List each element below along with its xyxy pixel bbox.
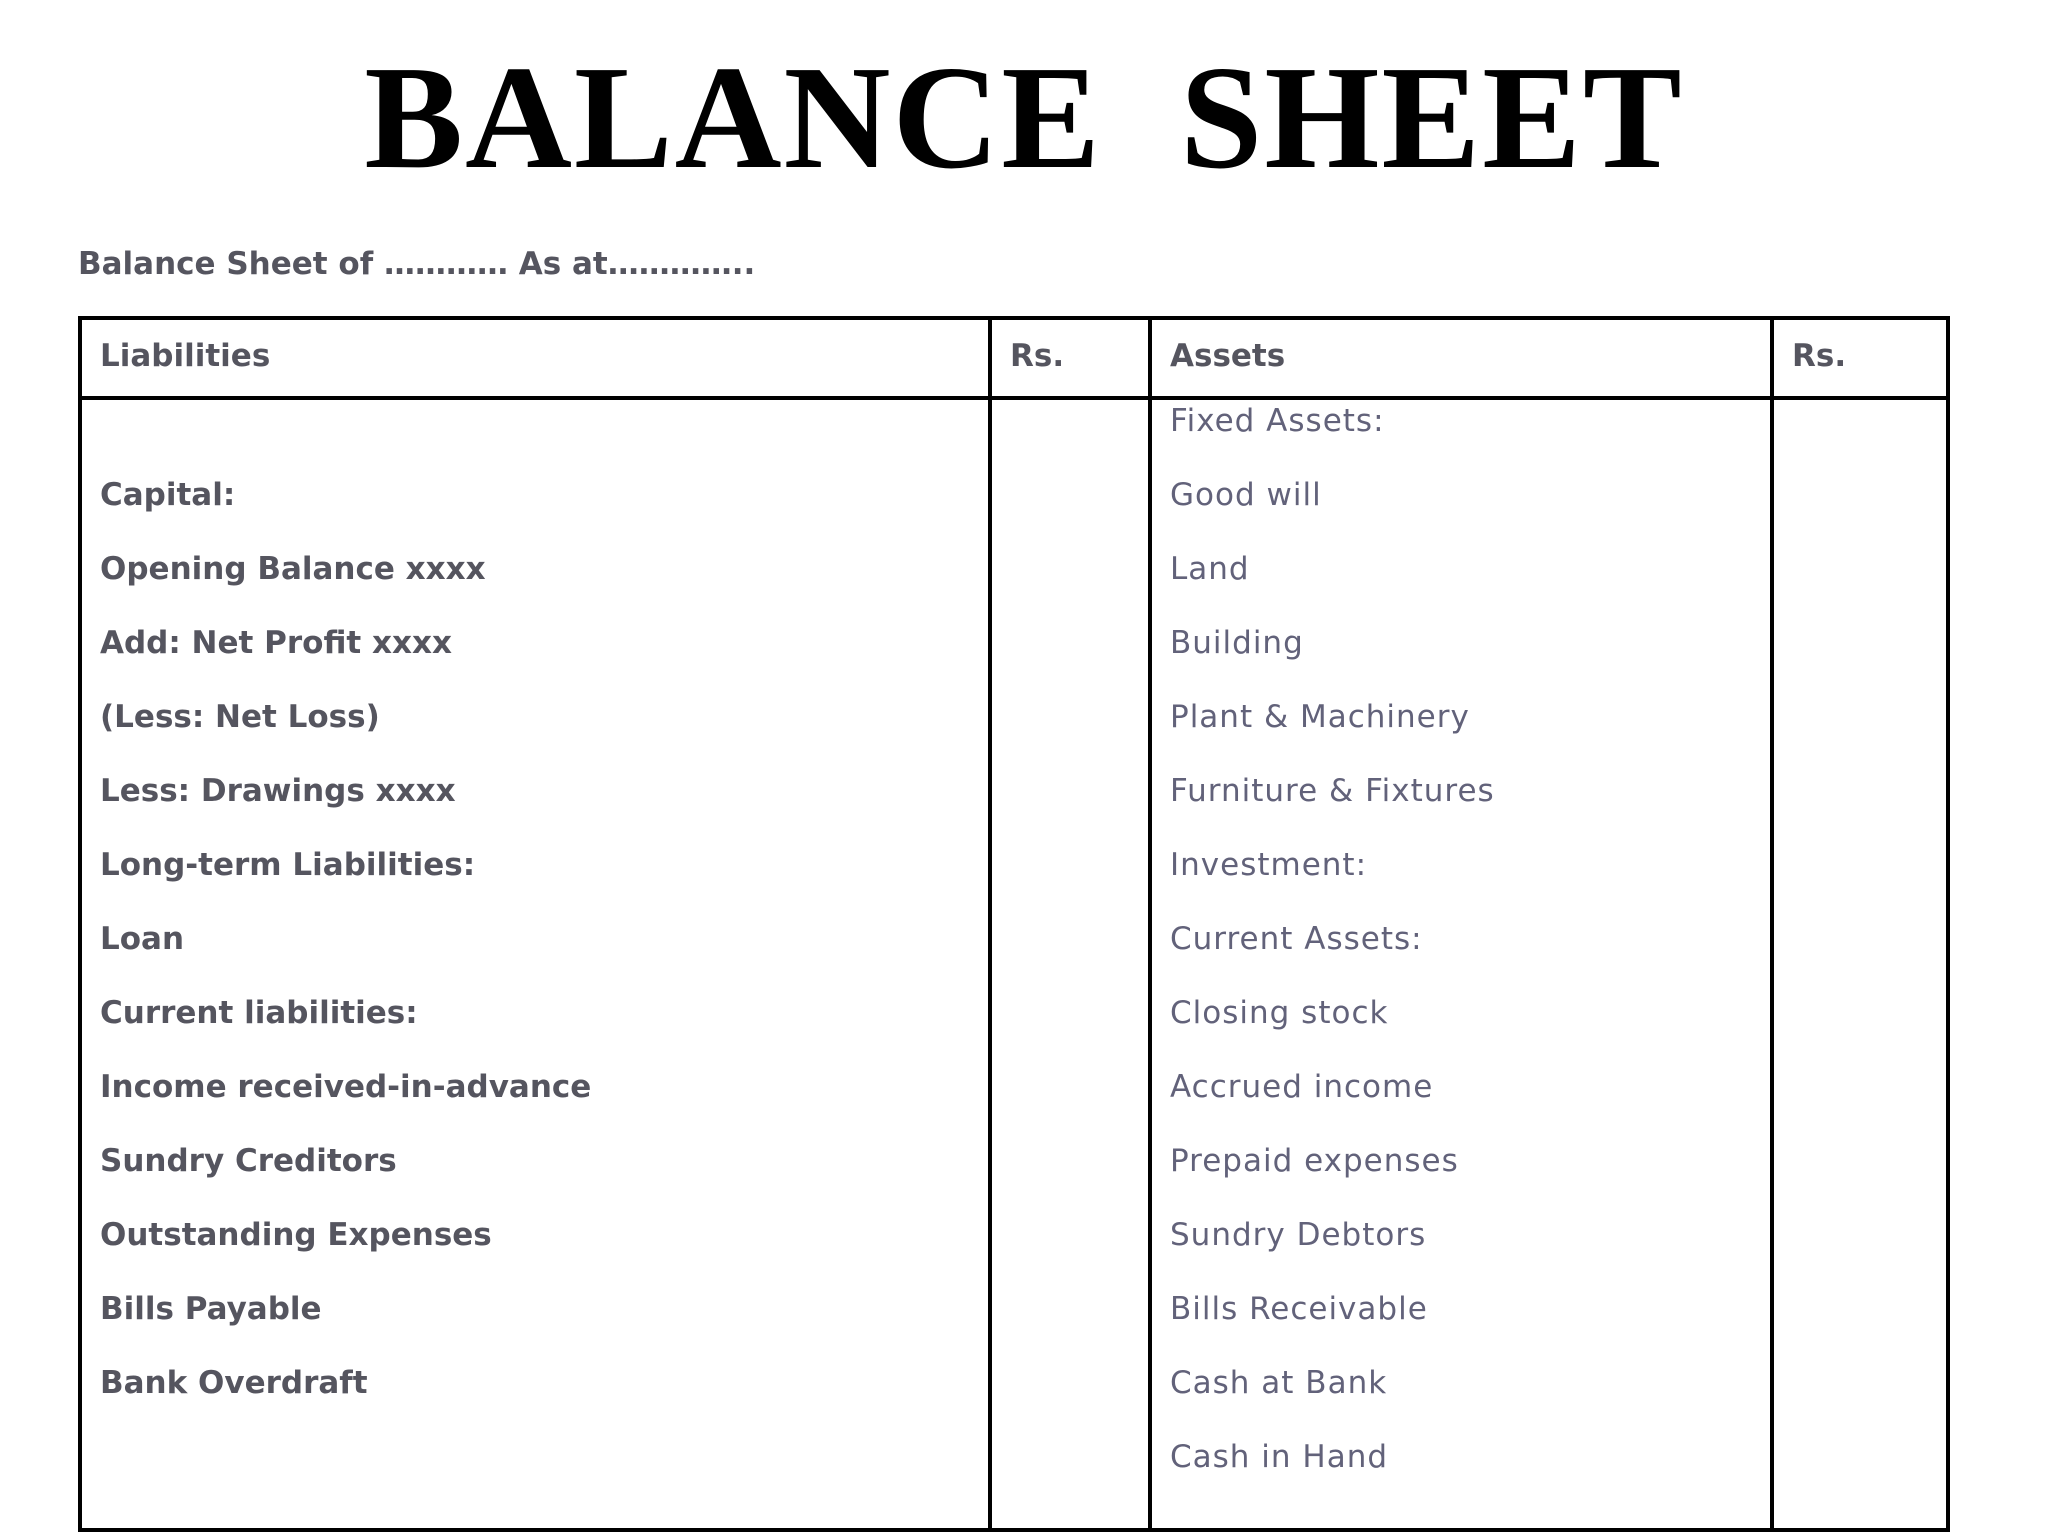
balance-sheet-subtitle: Balance Sheet of ………… As at………….. — [78, 246, 756, 282]
liability-item: Long-term Liabilities: — [100, 847, 476, 883]
asset-item: Cash in Hand — [1170, 1439, 1389, 1475]
liability-item: Loan — [100, 921, 185, 957]
header-assets-rs: Rs. — [1792, 338, 1847, 374]
column-divider-rs-assets — [1148, 320, 1152, 1528]
liability-item: Capital: — [100, 477, 236, 513]
asset-item: Cash at Bank — [1170, 1365, 1388, 1401]
asset-item: Fixed Assets: — [1170, 403, 1385, 439]
column-divider-assets-rs — [1770, 320, 1774, 1528]
liability-item: Opening Balance xxxx — [100, 551, 486, 587]
header-liabilities: Liabilities — [100, 338, 271, 374]
liability-item: Current liabilities: — [100, 995, 418, 1031]
liabilities-list — [100, 458, 591, 1420]
assets-list — [1170, 384, 1495, 1494]
asset-item: Prepaid expenses — [1170, 1143, 1459, 1179]
asset-item: Investment: — [1170, 847, 1368, 883]
asset-item: Land — [1170, 551, 1250, 587]
asset-item: Bills Receivable — [1170, 1291, 1428, 1327]
liability-item: (Less: Net Loss) — [100, 699, 380, 735]
page-title: BALANCE SHEET — [364, 36, 1684, 200]
header-liabilities-rs: Rs. — [1010, 338, 1065, 374]
asset-item: Plant & Machinery — [1170, 699, 1470, 735]
asset-item: Building — [1170, 625, 1304, 661]
liability-item: Income received-in-advance — [100, 1069, 592, 1105]
liability-item: Outstanding Expenses — [100, 1217, 492, 1253]
asset-item: Closing stock — [1170, 995, 1389, 1031]
column-divider-liabilities-rs — [988, 320, 992, 1528]
liability-item: Sundry Creditors — [100, 1143, 397, 1179]
asset-item: Current Assets: — [1170, 921, 1423, 957]
header-assets: Assets — [1170, 338, 1286, 374]
asset-item: Sundry Debtors — [1170, 1217, 1427, 1253]
liability-item: Less: Drawings xxxx — [100, 773, 456, 809]
balance-sheet-table — [78, 316, 1950, 1532]
header-divider — [82, 396, 1946, 400]
liability-item: Bank Overdraft — [100, 1365, 368, 1401]
liability-item: Add: Net Profit xxxx — [100, 625, 453, 661]
asset-item: Furniture & Fixtures — [1170, 773, 1495, 809]
asset-item: Good will — [1170, 477, 1322, 513]
asset-item: Accrued income — [1170, 1069, 1434, 1105]
liability-item: Bills Payable — [100, 1291, 322, 1327]
